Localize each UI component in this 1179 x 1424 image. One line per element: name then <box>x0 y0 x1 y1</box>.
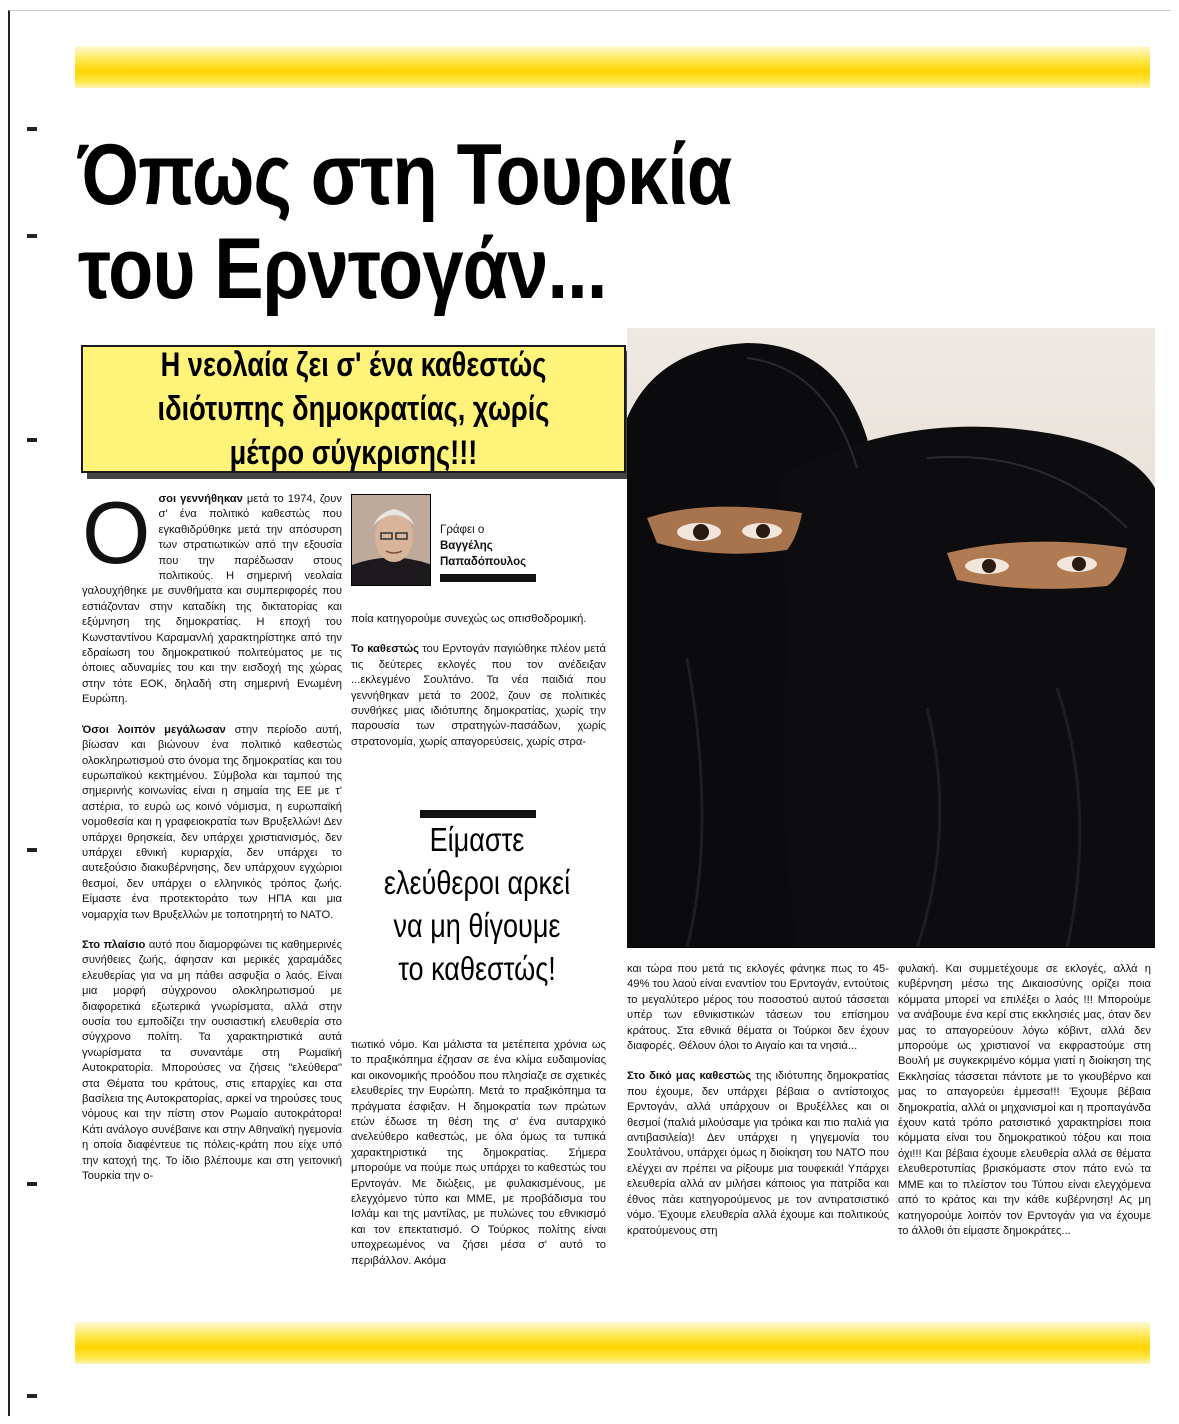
column-3 <box>627 962 889 1254</box>
margin-mark <box>27 127 37 131</box>
paragraph-text: της ιδιότυπης δημοκρατίας που έχουμε, δεν υπάρχει βέβαια ο αντίστοιχος Ερντογάν, αλλά υπάρχουν οι Βρυξέλλες και οι θεσμοί (παλιά μιλούσαμε για τρόικα και πιο παλιά για αντιβασιλεία)! Δεν υπάρχει η γηγεμονία του Σουλτάνου, υπάρχει όμως η διοίκηση του ΝΑΤΟ που ελέγχει αν πρέπει να ρίξουμε μια τουφεκιά! Υπάρχει ελευθερία αλλά αν μιλήσει κάποιος για πατρίδα και έθνος πάει κατηγορούμενος με τον αντιρατσιστικό νόμο. Έχουμε ελευθερία αλλά έχουμε και πολιτικούς κρατούμενους στη <box>627 1070 889 1237</box>
subhead: Η νεολαία ζει σ' ένα καθεστώς ιδιότυπης δημοκρατίας, χωρίς μέτρο σύγκρισης!!! <box>157 346 550 472</box>
paragraph-text: φυλακή. Και συμμετέχουμε σε εκλογές, αλλά η κυβέρνηση μέσω της Δικαιοσύνης ορίζει ποια κόμματα μπορεί να επιλέξει ο λαός !!! Μπορούμε να ανάβουμε ένα κερί στις εκκλησιές μας, όταν δεν μας το απαγορεύουν λόγω κόβιντ, αλλά δεν μπορούμε ως χριστιανοί να εκφραστούμε στη Βουλή με συγκεκριμένο κόμμα γιατί η διοίκηση της Εκκλησίας τάσσεται πάντοτε με το γκουβέρνο και μας το απαγορεύει έμμεσα!!! Έχουμε βέβαια δημοκρατία, αλλά οι μηχανισμοί και η προπαγάνδα έχουν κατά τρόπο ρατσιστικό χαρακτηρίσει ποια κόμματα είναι του δημοκρατικού τόξου και ποια όχι!!! Και βέβαια έχουμε ελευθερία αλλά σε θέματα ελευθεροτυπίας βρισκόμαστε στον πάτο ενώ τα ΜΜΕ και το πλείστον του Τύπου είναι ελεγχόμενα από το κράτος και την κάθε κυβέρνηση! Ας μη κατηγορούμε λοιπόν τον Ερντογάν για να έχουμε το άλλοθι ότι είμαστε δημοκράτες... <box>898 963 1151 1237</box>
paragraph <box>351 1038 606 1269</box>
paragraph <box>351 642 606 750</box>
author-portrait-icon <box>352 495 431 586</box>
veiled-women-photo <box>627 328 1155 948</box>
top-yellow-band <box>75 46 1150 88</box>
margin-mark <box>27 848 37 852</box>
column-4 <box>898 962 1151 1254</box>
lead-in: Στο δικό μας καθεστώς <box>627 1070 752 1083</box>
pullquote: Είμαστε ελεύθεροι αρκεί να μη θίγουμε το καθεστώς! <box>383 821 571 987</box>
drop-cap: Ο <box>82 483 151 582</box>
margin-mark <box>27 234 37 238</box>
lead-in: Όσοι λοιπόν μεγάλωσαν <box>82 723 226 736</box>
author-first-name: Βαγγέλης <box>440 540 493 552</box>
column-2-bottom <box>351 1038 606 1284</box>
margin-mark <box>27 1182 37 1186</box>
bottom-yellow-band <box>75 1322 1150 1364</box>
headline-line-2: του Ερντογάν... <box>78 221 607 317</box>
margin-mark <box>27 438 37 442</box>
column-1 <box>82 483 343 1199</box>
paragraph-text: του Ερντογάν παγιώθηκε πλέον μετά τις δεύτερες εκλογές που τον ανέδειξαν ...εκλεγμένο Σουλτάνο. Τα νέα παιδιά που γεννήθηκαν μετά το 2002, ζουν σε πολιτικές συνθήκες μιας ιδιότυπης δημοκρατίας, χωρίς την παρουσία των στρατηγών-πασάδων, χωρίς στρατονομία, χωρίς απαγορεύσεις, χωρίς στρα- <box>351 643 606 748</box>
headline-line-1: Όπως στη Τουρκία <box>78 127 732 223</box>
author-photo <box>351 494 431 586</box>
lead-in: Στο πλαίσιο <box>82 938 146 951</box>
paragraph-text: ποία κατηγορούμε συνεχώς ως οπισθοδρομική. <box>351 613 587 625</box>
byline-prefix: Γράφει ο <box>440 524 485 536</box>
author-last-name: Παπαδόπουλος <box>440 556 527 568</box>
paragraph-text: αυτό που διαμορφώνει τις καθημερινές συνήθειες ζωής, άφησαν και μερικές χαραμάδες ελευθερίας για να μη πάθει ασφυξία ο λαός. Είναι μια μορφή σύγχρονου ολοκληρωτισμού με διαφορετικά εξωτερικά γνωρίσματα, αλλά στην ουσία του εμποδίζει την ουσιαστική ελευθερία στο σύγχρονο πολίτη. Τα χαρακτηριστικά αυτά γνωρίσματα τα συναντάμε στη Ρωμαϊκή Αυτοκρατορία. Μπορούσες να ζήσεις "ελεύθερα" στα Θέματα του κράτους, στις επαρχίες και στα βασίλεια της Αυτοκρατορίας, αρκεί να τηρούσες τους νόμους και την πίστη στον Ρωμαίο αυτοκράτορα! Κάτι ανάλογο συνέβαινε και στην Αθηναϊκή ηγεμονία η οποία διαφέντευε τις πόλεις-κράτη που είχε υπό την κατοχή της. Το ίδιο βλέπουμε και στη γειτονική Τουρκία την ο- <box>82 938 343 1183</box>
paragraph <box>627 1069 889 1238</box>
paragraph <box>351 612 606 627</box>
veiled-women-illustration <box>627 328 1155 948</box>
byline <box>440 522 536 582</box>
subhead-box <box>81 345 626 473</box>
paragraph-text: στην περίοδο αυτή, βίωσαν και βιώνουν ένα πολιτικό καθεστώς ολοκληρωτισμού στο όνομα της δημοκρατίας και του ευρωπαϊκού κεκτημένου. Σύμβολα και ταμπού της σημερινής κοινωνίας είναι η σημαία της ΕΕ με τ' αστέρια, το ευρώ ως κοινό νόμισμα, η ευρωπαϊκή νομοθεσία και η γραφειοκρατία των Βρυξελλών! Δεν υπάρχει θρησκεία, δεν υπάρχει χριστιανισμός, δεν υπάρχει εθνική κυριαρχία, δεν υπάρχει το αυτεξούσιο διακυβέρνησης, δεν υπάρχουν εγχώριοι θεσμοί, δεν υπάρχει ο ελληνικός τρόπος ζωής. Είμαστε ένα προτεκτοράτο των ΗΠΑ και μια νομαρχία των Βρυξελλών με τοποτηρητή το ΝΑΤΟ. <box>82 723 343 921</box>
paragraph <box>898 962 1151 1239</box>
paragraph <box>627 962 889 1054</box>
pullquote-rule <box>420 810 536 818</box>
lead-in: σοι γεννήθηκαν <box>158 493 243 505</box>
headline <box>78 128 938 316</box>
lead-in: Το καθεστώς <box>351 643 419 656</box>
byline-rule <box>440 574 536 582</box>
paragraph <box>82 483 342 708</box>
paragraph-text: τιωτικό νόμο. Και μάλιστα τα μετέπειτα χρόνια ως το πραξικόπημα έζησαν σε ένα κλίμα ευδαιμονίας και οικονομικής προόδου που πλησίαζε σε σχετικές ελευθερίες την Ευρώπη. Μετά το πραξικόπημα τα πράγματα έσφιξαν. Η δημοκρατία των πρώτων ετών έδωσε τη θέση της σ' ένα αυταρχικό ανελεύθερο καθεστώς, με όλα όμως τα τυπικά χαρακτηριστικά της δημοκρατίας. Σήμερα μπορούμε να πούμε πως υπάρχει το καθεστώς του Ερντογάν. Με διώξεις, με φυλακισμένους, με ελεγχόμενο τύπο και ΜΜΕ, με προβάδισμα του Ισλάμ και της μαντίλας, με πυλώνες του εθνικισμό και τον επεκτατισμό. Ο Τούρκος πολίτης είναι υποχρεωμένος να ζήσει μέσα σ' αυτό το περιβάλλον. Ακόμα <box>351 1039 606 1267</box>
margin-mark <box>27 1394 37 1398</box>
paragraph-text: μετά το 1974, ζουν σ' ένα πολιτικό καθεστώς που εγκαθιδρύθηκε μετά την απόσυρση των στρατιωτικών από την εξουσία που την παρέδωσαν στους πολιτικούς. Η σημερινή νεολαία γαλουχήθηκε με συνθήματα και συμπεριφορές που εστιάζονταν στην καταδίκη της δικτατορίας και εξύμνηση της δημοκρατίας. Η εποχή του Κωνσταντίνου Καραμανλή χαρακτηρίστηκε από την εδραίωση του δημοκρατικού πολιτεύματος με τις όποιες αδυναμίες του και την εισδοχή της χώρας στην τότε ΕΟΚ, δηλαδή στη σημερινή Ενωμένη Ευρώπη. <box>82 493 342 706</box>
paragraph-text: και τώρα που μετά τις εκλογές φάνηκε πως το 45-49% του λαού είναι εναντίον του Ερντογάν, εντούτοις το μεγαλύτερο μέρος του ποσοστού αυτού τάσσεται υπέρ των εθνικιστικών τάσεων του επίσημου κράτους. Στα εθνικά θέματα οι Τούρκοι δεν έχουν διαφορές. Θέλουν όλοι το Αιγαίο και τα νησιά... <box>627 963 889 1053</box>
paragraph <box>82 723 342 923</box>
column-2-top <box>351 612 606 765</box>
paragraph <box>82 938 342 1185</box>
